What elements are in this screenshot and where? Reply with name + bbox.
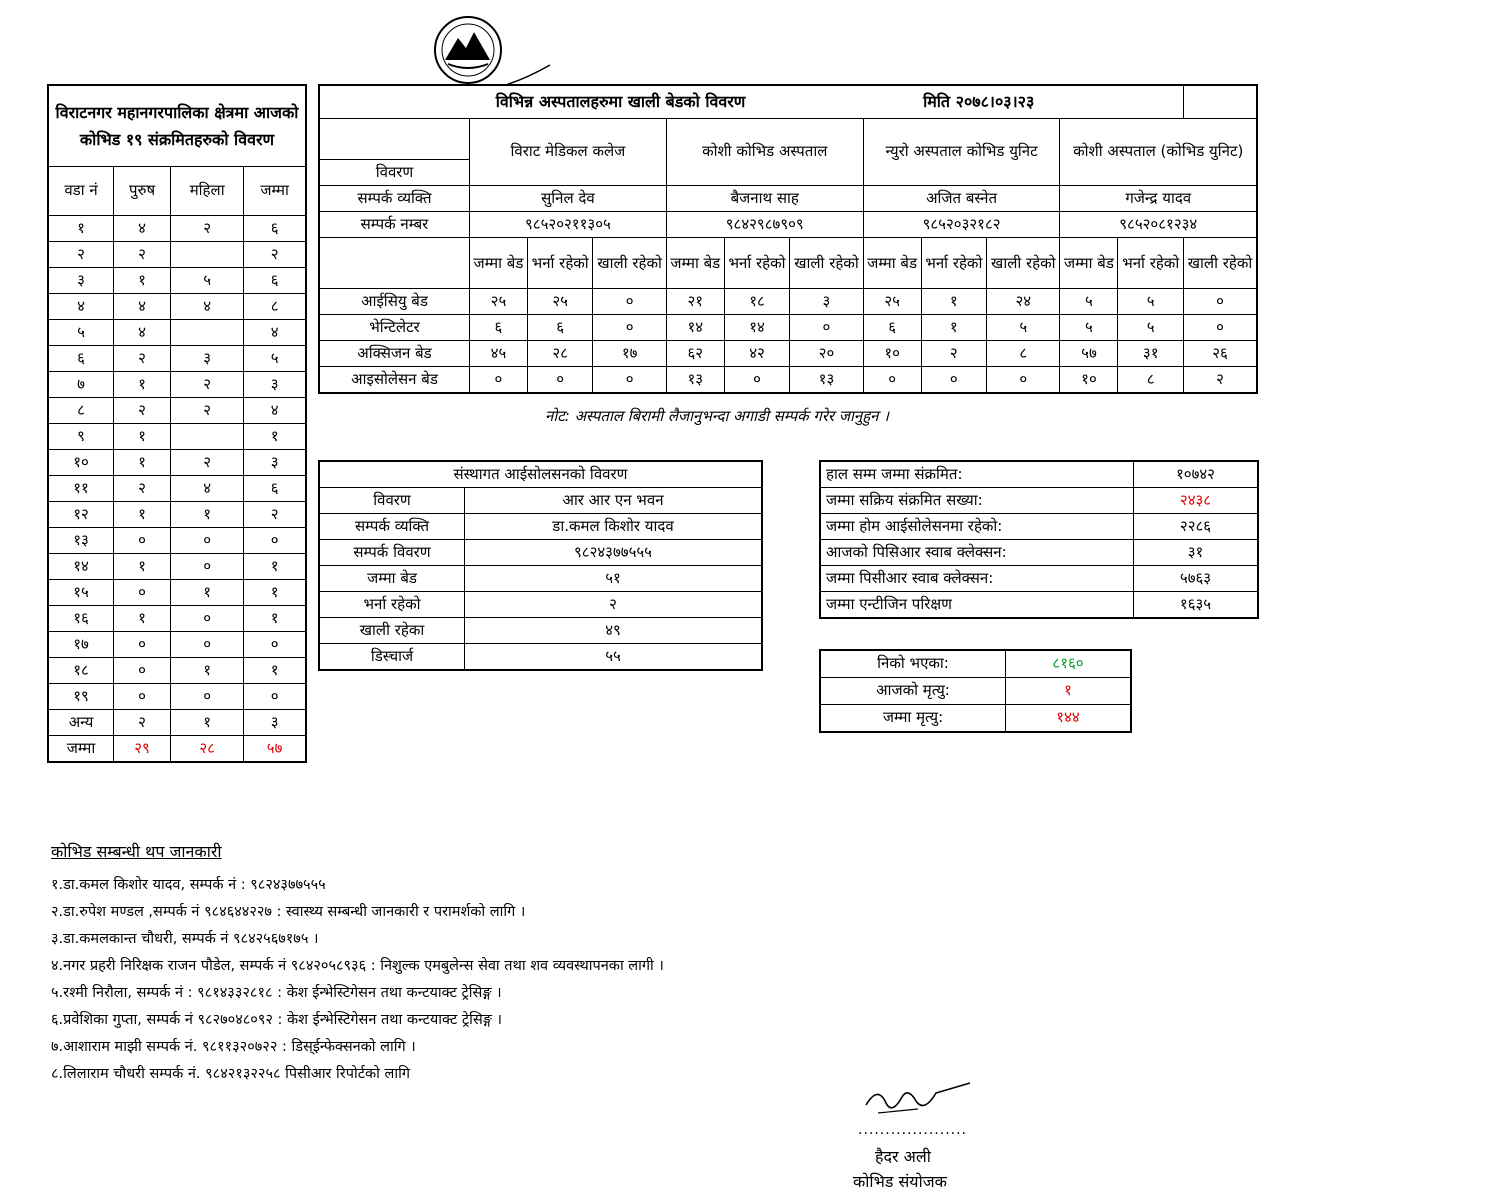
bed-count: ८ [987, 341, 1060, 367]
ward-cell: १ [244, 658, 306, 684]
bed-count: २८ [527, 341, 593, 367]
ward-cell: ० [114, 658, 171, 684]
ward-cell: २ [171, 372, 244, 398]
report-date: मिति २०७८।०३।२३ [921, 85, 1183, 119]
ward-cell: १३ [48, 528, 114, 554]
table-row [48, 268, 306, 294]
table-row [319, 540, 762, 566]
table-row [820, 705, 1131, 733]
info-line: ४.नगर प्रहरी निरिक्षक राजन पौडेल, सम्पर्क नं ९८४२०५८९३६ : निशुल्क एमबुलेन्स सेवा तथा शव व्यवस्थापनका लागी । [51, 958, 664, 974]
info-line: ५.रश्मी निरौला, सम्पर्क नं : ९८१४३३२८१८ : केश ईन्भेस्टिगेसन तथा कन्टयाक्ट ट्रेसिङ्ग । [51, 985, 502, 1001]
bed-count: ६ [863, 315, 921, 341]
bed-count: ५७ [1060, 341, 1118, 367]
hospital-note: नोट: अस्पताल बिरामी लैजानुभन्दा अगाडी सम्पर्क गरेर जानुहुन । [545, 407, 889, 425]
row-value: २२८६ [1134, 514, 1259, 540]
info-line: ३.डा.कमलकान्त चौधरी, सम्पर्क नं ९८४२५६७१७५ । [51, 931, 319, 947]
ward-cell: ० [171, 632, 244, 658]
info-line: ६.प्रवेशिका गुप्ता, सम्पर्क नं ९८२७०४८०९२ : केश ईन्भेस्टिगेसन तथा कन्टयाक्ट ट्रेसिङ्ग । [51, 1012, 503, 1028]
ward-cell: ० [244, 684, 306, 710]
ward-cell: ० [114, 528, 171, 554]
ward-cell [171, 424, 244, 450]
bed-count: ४५ [470, 341, 528, 367]
row-label: सम्पर्क विवरण [319, 540, 465, 566]
table-row [319, 566, 762, 592]
ward-cell: ० [114, 632, 171, 658]
ward-cell: ३ [48, 268, 114, 294]
ward-cell: ३ [244, 372, 306, 398]
row-label: भेन्टिलेटर [319, 315, 470, 341]
ward-cell: ३ [171, 346, 244, 372]
row-label: डिस्चार्ज [319, 644, 465, 671]
hospital-table-title: विभिन्न अस्पतालहरुमा खाली बेडको विवरण [319, 85, 921, 119]
subheader-admitted: भर्ना रहेको [527, 238, 593, 289]
ward-total-all: ५७ [244, 736, 306, 763]
hospital-beds-table [318, 84, 1258, 394]
table-row [820, 488, 1258, 514]
row-value: ५७६३ [1134, 566, 1259, 592]
ward-cell: १७ [48, 632, 114, 658]
contact-person: गजेन्द्र यादव [1060, 186, 1257, 212]
table-row [48, 294, 306, 320]
ward-cell: ६ [244, 268, 306, 294]
bed-count: ० [863, 367, 921, 394]
label-contact-number: सम्पर्क नम्बर [319, 212, 470, 238]
ward-cell: १ [171, 580, 244, 606]
table-row [48, 606, 306, 632]
additional-info-section [51, 840, 664, 1090]
label-contact-person: सम्पर्क व्यक्ति [319, 186, 470, 212]
bed-count: ५ [1060, 289, 1118, 315]
ward-cell: २ [114, 398, 171, 424]
bed-count: ० [1184, 289, 1258, 315]
ward-total-male: २९ [114, 736, 171, 763]
table-row [820, 678, 1131, 705]
bed-count: ८ [1118, 367, 1184, 394]
ward-cell [171, 320, 244, 346]
col-ward: वडा नं [48, 167, 114, 216]
info-title: कोभिड सम्बन्धी थप जानकारी [51, 842, 222, 861]
table-row [48, 710, 306, 736]
ward-cell: ५ [171, 268, 244, 294]
table-row [319, 367, 1257, 394]
ward-cell: ० [244, 528, 306, 554]
ward-cell: ० [171, 684, 244, 710]
bed-count: १४ [666, 315, 724, 341]
ward-cell: ० [171, 528, 244, 554]
ward-cell: २ [114, 476, 171, 502]
table-row [820, 514, 1258, 540]
row-label: जम्मा एन्टीजिन परिक्षण [820, 592, 1134, 619]
row-label: आजको मृत्यु: [820, 678, 1006, 705]
ward-cell: १ [171, 658, 244, 684]
ward-cell: १८ [48, 658, 114, 684]
table-row [820, 592, 1258, 619]
ward-total-label: जम्मा [48, 736, 114, 763]
bed-count: ० [593, 315, 666, 341]
table-row [48, 216, 306, 242]
ward-cell: ६ [48, 346, 114, 372]
ward-cell: १ [244, 554, 306, 580]
contact-number: ९८५२०२११३०५ [470, 212, 667, 238]
table-row [48, 372, 306, 398]
bed-count: ६२ [666, 341, 724, 367]
subheader-empty: खाली रहेको [1184, 238, 1258, 289]
contact-number: ९८५२०३२१८२ [863, 212, 1060, 238]
bed-count: ० [593, 289, 666, 315]
bed-count: २० [790, 341, 863, 367]
row-label: खाली रहेका [319, 618, 465, 644]
bed-count: ० [921, 367, 987, 394]
bed-count: १४ [724, 315, 790, 341]
contact-number: ९८५२०८१२३४ [1060, 212, 1257, 238]
row-label: आजको पिसिआर स्वाब क्लेक्सन: [820, 540, 1134, 566]
table-row [319, 644, 762, 671]
table-row [48, 502, 306, 528]
table-row [319, 341, 1257, 367]
ward-cell: २ [114, 242, 171, 268]
signatory-name: हैदर अली [875, 1147, 931, 1166]
ward-cell: ५ [244, 346, 306, 372]
row-label: विवरण [319, 488, 465, 514]
row-label: जम्मा बेड [319, 566, 465, 592]
row-value: १०७४२ [1134, 461, 1259, 488]
bed-count: ५ [1118, 289, 1184, 315]
bed-count: ० [470, 367, 528, 394]
ward-cell: १ [114, 606, 171, 632]
ward-cell: ४ [114, 294, 171, 320]
bed-count: ० [1184, 315, 1258, 341]
table-row [48, 684, 306, 710]
info-line: ७.आशाराम माझी सम्पर्क नं. ९८११३२०७२२ : डिस्ईन्फेक्सनको लागि । [51, 1039, 416, 1055]
table-row [820, 540, 1258, 566]
ward-cell: ४ [244, 320, 306, 346]
table-row [319, 592, 762, 618]
hospital-name: कोशी कोभिड अस्पताल [666, 119, 863, 186]
hospital-name: विराट मेडिकल कलेज [470, 119, 667, 186]
row-value: ३१ [1134, 540, 1259, 566]
table-row [48, 242, 306, 268]
signature-mark [858, 1075, 978, 1125]
ward-cell: १ [114, 554, 171, 580]
recovery-table [819, 649, 1132, 733]
ward-table-heading: विराटनगर महानगरपालिका क्षेत्रमा आजको कोभिड १९ संक्रमितहरुको विवरण [48, 85, 306, 167]
ward-cell: २ [114, 346, 171, 372]
ward-cell: १ [114, 450, 171, 476]
hospital-name: कोशी अस्पताल (कोभिड युनिट) [1060, 119, 1257, 186]
ward-cell: १ [171, 710, 244, 736]
row-label: आईसियु बेड [319, 289, 470, 315]
subheader-total-bed: जम्मा बेड [666, 238, 724, 289]
table-row [319, 315, 1257, 341]
ward-cell: ४ [244, 398, 306, 424]
row-value: १४४ [1006, 705, 1132, 733]
table-row [48, 632, 306, 658]
row-label: निको भएका: [820, 650, 1006, 678]
row-value: ५१ [465, 566, 763, 592]
row-value: डा.कमल किशोर यादव [465, 514, 763, 540]
isolation-title: संस्थागत आईसोलसनको विवरण [319, 461, 762, 488]
ward-cell: ० [114, 580, 171, 606]
blank-cell [319, 119, 470, 160]
ward-cell: १४ [48, 554, 114, 580]
ward-cell: ४ [114, 320, 171, 346]
ward-cell: १ [171, 502, 244, 528]
ward-cell: १६ [48, 606, 114, 632]
row-value: २ [465, 592, 763, 618]
bed-count: ० [790, 315, 863, 341]
bed-count: २५ [527, 289, 593, 315]
bed-count: १ [921, 315, 987, 341]
table-row [48, 554, 306, 580]
row-value: ५५ [465, 644, 763, 671]
bed-count: २६ [1184, 341, 1258, 367]
contact-person: अजित बस्नेत [863, 186, 1060, 212]
row-label: अक्सिजन बेड [319, 341, 470, 367]
col-female: महिला [171, 167, 244, 216]
bed-count: ६ [527, 315, 593, 341]
ward-cell: ८ [48, 398, 114, 424]
table-row [48, 476, 306, 502]
ward-cell: २ [48, 242, 114, 268]
row-label: सम्पर्क व्यक्ति [319, 514, 465, 540]
bed-count: १३ [790, 367, 863, 394]
table-row [48, 658, 306, 684]
ward-cell: २ [244, 242, 306, 268]
table-row [319, 289, 1257, 315]
bed-count: १० [863, 341, 921, 367]
bed-count: १७ [593, 341, 666, 367]
ward-cell: १० [48, 450, 114, 476]
ward-cell: १५ [48, 580, 114, 606]
bed-count: ३१ [1118, 341, 1184, 367]
bed-count: ५ [1118, 315, 1184, 341]
bed-count: ० [724, 367, 790, 394]
bed-count: १८ [724, 289, 790, 315]
ward-total-female: २८ [171, 736, 244, 763]
table-row [820, 461, 1258, 488]
ward-cell: ० [114, 684, 171, 710]
bed-count: ५ [1060, 315, 1118, 341]
table-row [48, 398, 306, 424]
ward-cell: ११ [48, 476, 114, 502]
ward-cell: ० [171, 606, 244, 632]
subheader-empty: खाली रहेको [987, 238, 1060, 289]
ward-cell: २ [114, 710, 171, 736]
ward-cell: १ [244, 606, 306, 632]
ward-cell: ० [244, 632, 306, 658]
ward-cell: २ [171, 398, 244, 424]
subheader-total-bed: जम्मा बेड [863, 238, 921, 289]
table-row [319, 488, 762, 514]
subheader-admitted: भर्ना रहेको [921, 238, 987, 289]
ward-cell: १ [244, 580, 306, 606]
contact-number: ९८४२९८७९०९ [666, 212, 863, 238]
signatory-title: कोभिड संयोजक [853, 1172, 947, 1191]
ward-cell: १२ [48, 502, 114, 528]
bed-count: २१ [666, 289, 724, 315]
table-row [48, 320, 306, 346]
ward-cases-table [47, 84, 307, 763]
bed-count: १० [1060, 367, 1118, 394]
ward-cell: ३ [244, 710, 306, 736]
ward-cell: ४ [171, 476, 244, 502]
isolation-table [318, 460, 763, 671]
bed-count: २५ [470, 289, 528, 315]
table-row [48, 580, 306, 606]
ward-cell: २ [171, 450, 244, 476]
ward-cell: ८ [244, 294, 306, 320]
ward-cell: १ [114, 424, 171, 450]
row-value: १६३५ [1134, 592, 1259, 619]
blank-cell [319, 238, 470, 289]
bed-count: १ [921, 289, 987, 315]
ward-cell: १९ [48, 684, 114, 710]
row-label: हाल सम्म जम्मा संक्रमित: [820, 461, 1134, 488]
row-value: २४३८ [1134, 488, 1259, 514]
row-value: आर आर एन भवन [465, 488, 763, 514]
row-value: ४९ [465, 618, 763, 644]
info-line: ८.लिलाराम चौधरी सम्पर्क नं. ९८४२१३२२५८ पिसीआर रिपोर्टको लागि [51, 1066, 411, 1082]
row-label: भर्ना रहेको [319, 592, 465, 618]
ward-cell: १ [48, 216, 114, 242]
bed-count: ४२ [724, 341, 790, 367]
hospital-name: न्युरो अस्पताल कोभिड युनिट [863, 119, 1060, 186]
subheader-empty: खाली रहेको [790, 238, 863, 289]
row-value: ८१६० [1006, 650, 1132, 678]
ward-cell: ६ [244, 216, 306, 242]
table-row [319, 618, 762, 644]
table-row [48, 450, 306, 476]
ward-cell: ३ [244, 450, 306, 476]
row-value: ९८२४३७७५५५ [465, 540, 763, 566]
label-details: विवरण [319, 160, 470, 186]
spacer [1184, 85, 1258, 119]
bed-count: ५ [987, 315, 1060, 341]
ward-cell: ४ [114, 216, 171, 242]
bed-count: २ [1184, 367, 1258, 394]
subheader-total-bed: जम्मा बेड [1060, 238, 1118, 289]
col-male: पुरुष [114, 167, 171, 216]
table-row [319, 514, 762, 540]
ward-cell: २ [244, 502, 306, 528]
table-row [48, 528, 306, 554]
ward-cell: ४ [171, 294, 244, 320]
row-label: जम्मा होम आईसोलेसनमा रहेको: [820, 514, 1134, 540]
bed-count: २४ [987, 289, 1060, 315]
table-row [48, 424, 306, 450]
table-row [820, 650, 1131, 678]
ward-cell: १ [114, 268, 171, 294]
bed-count: २५ [863, 289, 921, 315]
row-value: १ [1006, 678, 1132, 705]
row-label: आइसोलेसन बेड [319, 367, 470, 394]
ward-cell: ६ [244, 476, 306, 502]
ward-cell: १ [114, 502, 171, 528]
col-total: जम्मा [244, 167, 306, 216]
bed-count: ० [593, 367, 666, 394]
bed-count: ३ [790, 289, 863, 315]
ward-cell: १ [244, 424, 306, 450]
ward-cell [171, 242, 244, 268]
ward-cell: ० [171, 554, 244, 580]
summary-table [819, 460, 1259, 619]
subheader-admitted: भर्ना रहेको [1118, 238, 1184, 289]
signature-line: .................... [858, 1122, 968, 1138]
row-label: जम्मा सक्रिय संक्रमित सख्या: [820, 488, 1134, 514]
ward-cell: ४ [48, 294, 114, 320]
ward-cell: ९ [48, 424, 114, 450]
row-label: जम्मा पिसीआर स्वाब क्लेक्सन: [820, 566, 1134, 592]
subheader-empty: खाली रहेको [593, 238, 666, 289]
row-label: जम्मा मृत्यु: [820, 705, 1006, 733]
table-row [820, 566, 1258, 592]
info-line: १.डा.कमल किशोर यादव, सम्पर्क नं : ९८२४३७७५५५ [51, 877, 326, 893]
info-line: २.डा.रुपेश मण्डल ,सम्पर्क नं ९८४६४४२२७ : स्वास्थ्य सम्बन्धी जानकारी र परामर्शको लागि । [51, 904, 526, 920]
subheader-total-bed: जम्मा बेड [470, 238, 528, 289]
ward-cell: ७ [48, 372, 114, 398]
bed-count: ६ [470, 315, 528, 341]
subheader-admitted: भर्ना रहेको [724, 238, 790, 289]
ward-cell: ५ [48, 320, 114, 346]
ward-cell: २ [171, 216, 244, 242]
bed-count: २ [921, 341, 987, 367]
bed-count: ० [987, 367, 1060, 394]
ward-cell: १ [114, 372, 171, 398]
ward-cell: अन्य [48, 710, 114, 736]
contact-person: सुनिल देव [470, 186, 667, 212]
contact-person: बैजनाथ साह [666, 186, 863, 212]
bed-count: १३ [666, 367, 724, 394]
bed-count: ० [527, 367, 593, 394]
table-row [48, 346, 306, 372]
